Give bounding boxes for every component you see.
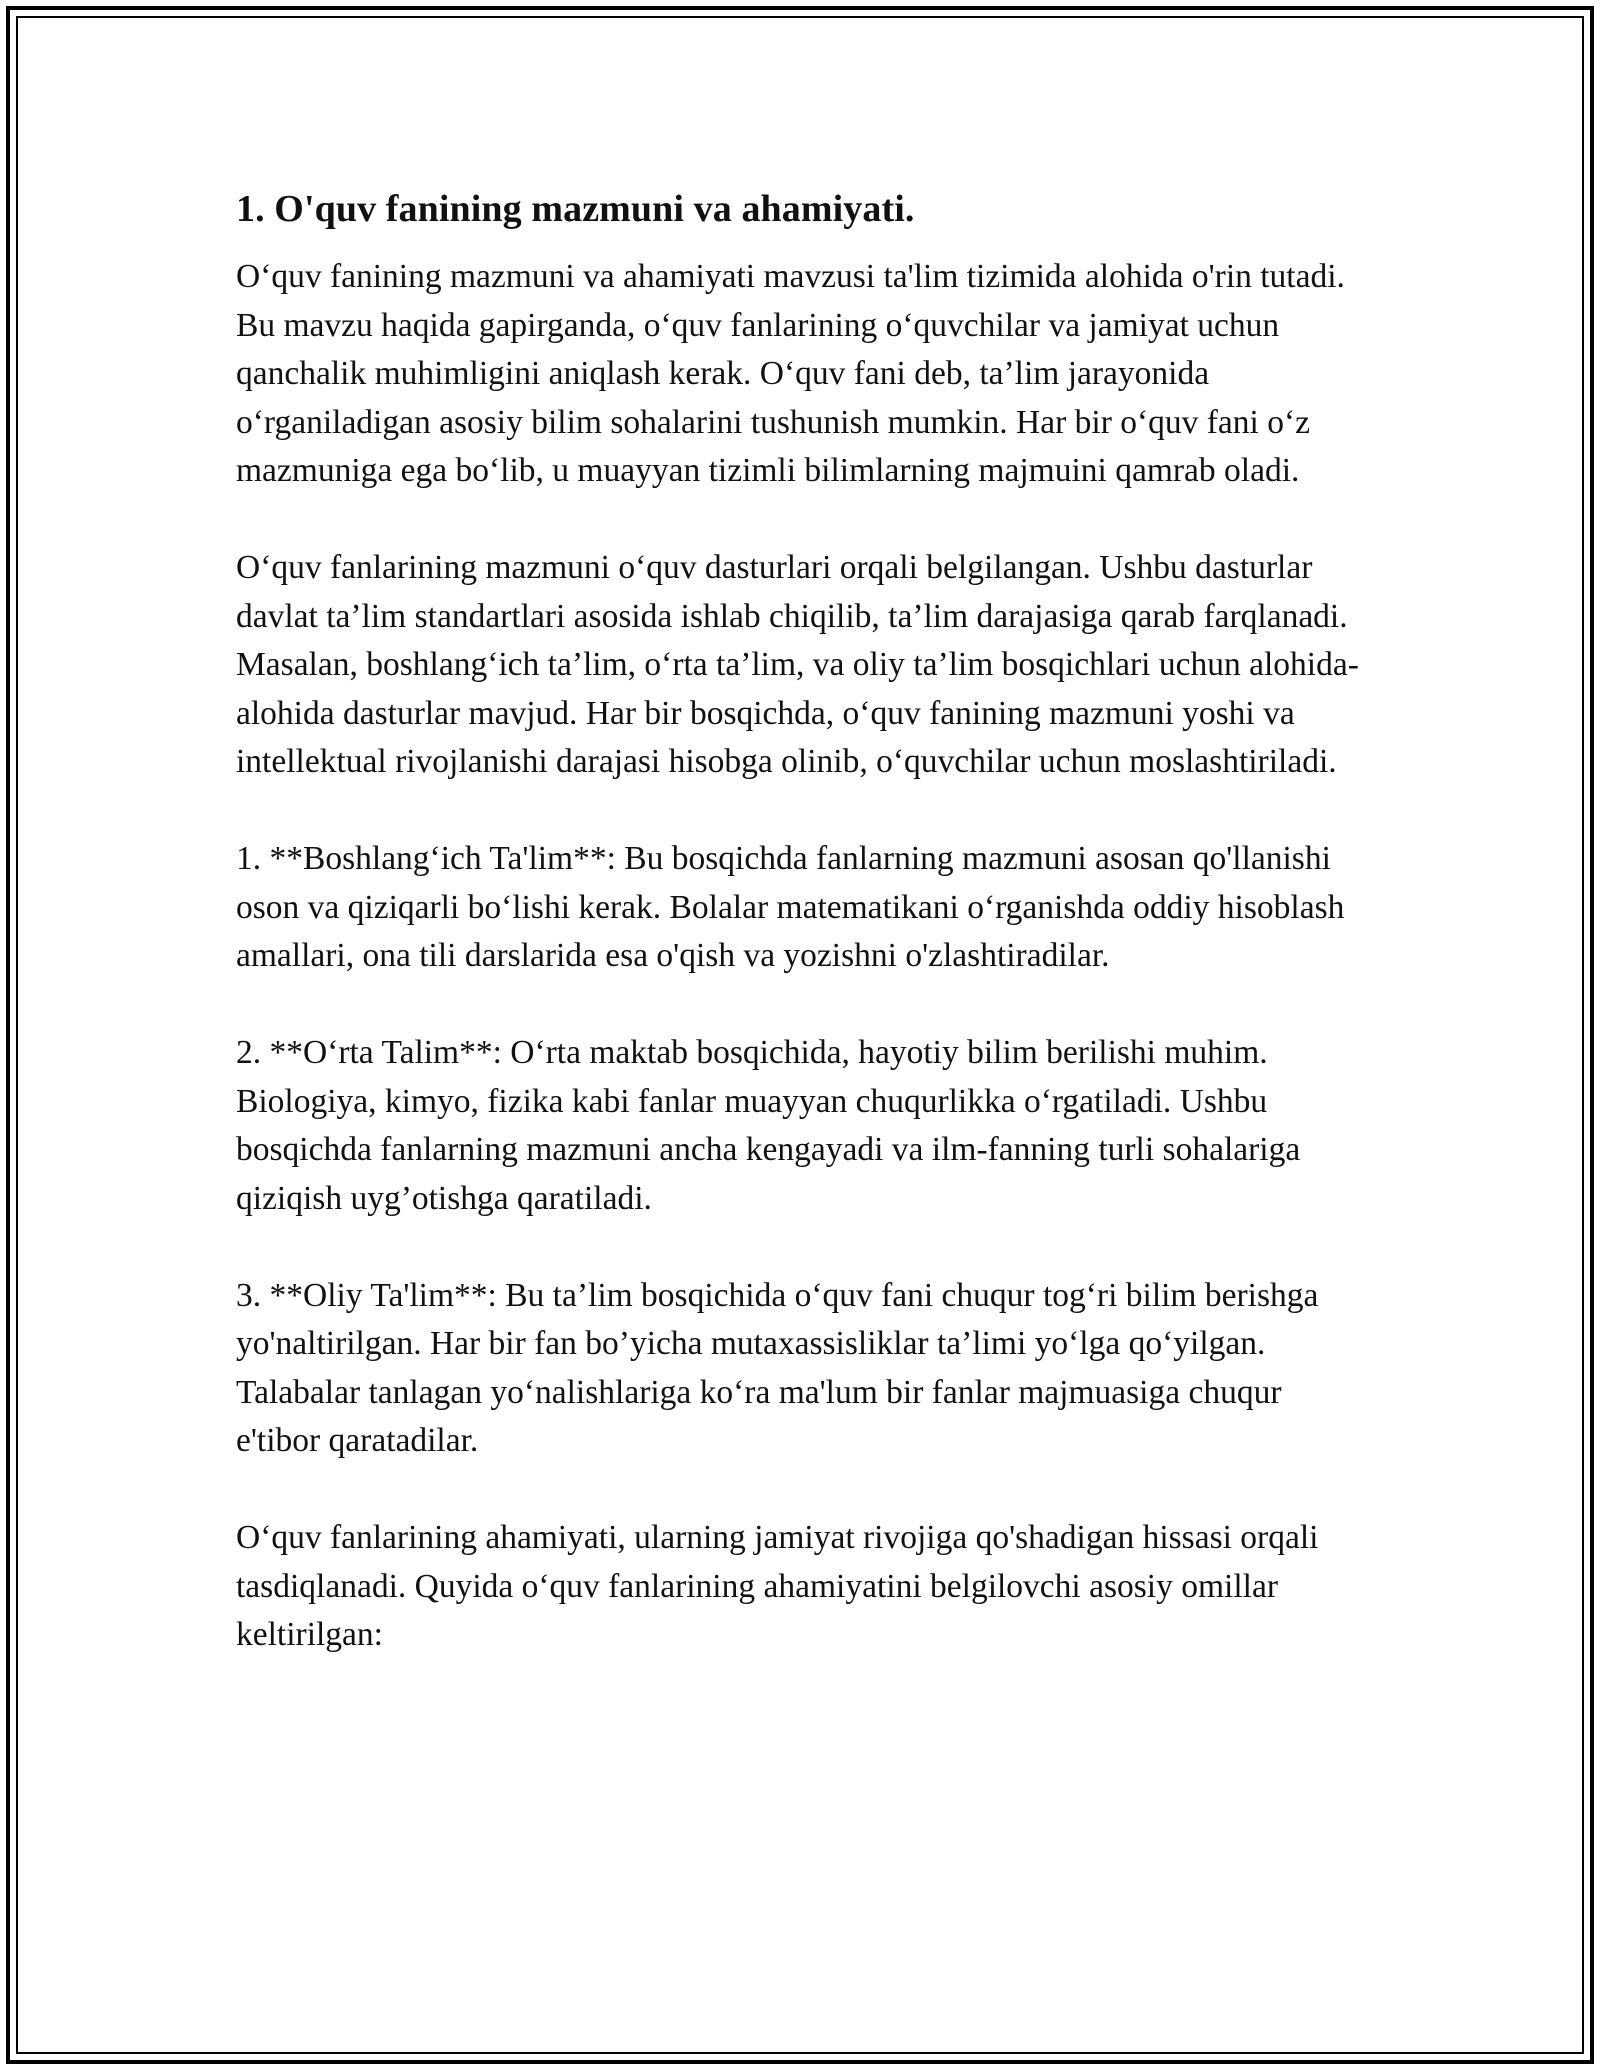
list-item-primary-education: 1. **Boshlang‘ich Ta'lim**: Bu bosqichda fanlarning mazmuni asosan qo'llanishi oson va qiziqarli bo‘lishi kerak. Bolalar matematikani o‘rganishda oddiy hisoblash amallari, ona tili darslarida esa o'qish va yozishni o'zlashtiradilar. <box>236 840 1345 974</box>
paragraph-importance: O‘quv fanlarining ahamiyati, ularning jamiyat rivojiga qo'shadigan hissasi orqali tasdiqlanadi. Quyida o‘quv fanlarining ahamiyatini belgilovchi asosiy omillar keltirilgan: <box>236 1519 1319 1653</box>
document-title: 1. O'quv fanining mazmuni va ahamiyati. <box>236 188 915 230</box>
document-body <box>236 185 1366 1708</box>
list-item-higher-education: 3. **Oliy Ta'lim**: Bu ta’lim bosqichida o‘quv fani chuqur tog‘ri bilim berishga yo'naltirilgan. Har bir fan bo’yicha mutaxassisliklar ta’limi yo‘lga qo‘yilgan. Talabalar tanlagan yo‘nalishlariga ko‘ra ma'lum bir fanlar majmuasiga chuqur e'tibor qaratadilar. <box>236 1276 1319 1459</box>
list-item-secondary-education: 2. **O‘rta Talim**: O‘rta maktab bosqichida, hayotiy bilim berilishi muhim. Biologiya, kimyo, fizika kabi fanlar muayyan chuqurlikka o‘rgatiladi. Ushbu bosqichda fanlarning mazmuni ancha kengayadi va ilm-fanning turli sohalariga qiziqish uyg’otishga qaratiladi. <box>236 1034 1301 1217</box>
paragraph-curriculum: O‘quv fanlarining mazmuni o‘quv dasturlari orqali belgilangan. Ushbu dasturlar davlat ta’lim standartlari asosida ishlab chiqilib, ta’lim darajasiga qarab farqlanadi. Masalan, boshlang‘ich ta’lim, o‘rta ta’lim, va oliy ta’lim bosqichlari uchun alohida-alohida dasturlar mavjud. Har bir bosqichda, o‘quv fanining mazmuni yoshi va intellektual rivojlanishi darajasi hisobga olinib, o‘quvchilar uchun moslashtiriladi. <box>236 549 1359 780</box>
paragraph-intro: O‘quv fanining mazmuni va ahamiyati mavzusi ta'lim tizimida alohida o'rin tutadi. Bu mavzu haqida gapirganda, o‘quv fanlarining o‘quvchilar va jamiyat uchun qanchalik muhimligini aniqlash kerak. O‘quv fani deb, ta’lim jarayonida o‘rganiladigan asosiy bilim sohalarini tushunish mumkin. Har bir o‘quv fani o‘z mazmuniga ega bo‘lib, u muayyan tizimli bilimlarning majmuini qamrab oladi. <box>236 258 1345 489</box>
